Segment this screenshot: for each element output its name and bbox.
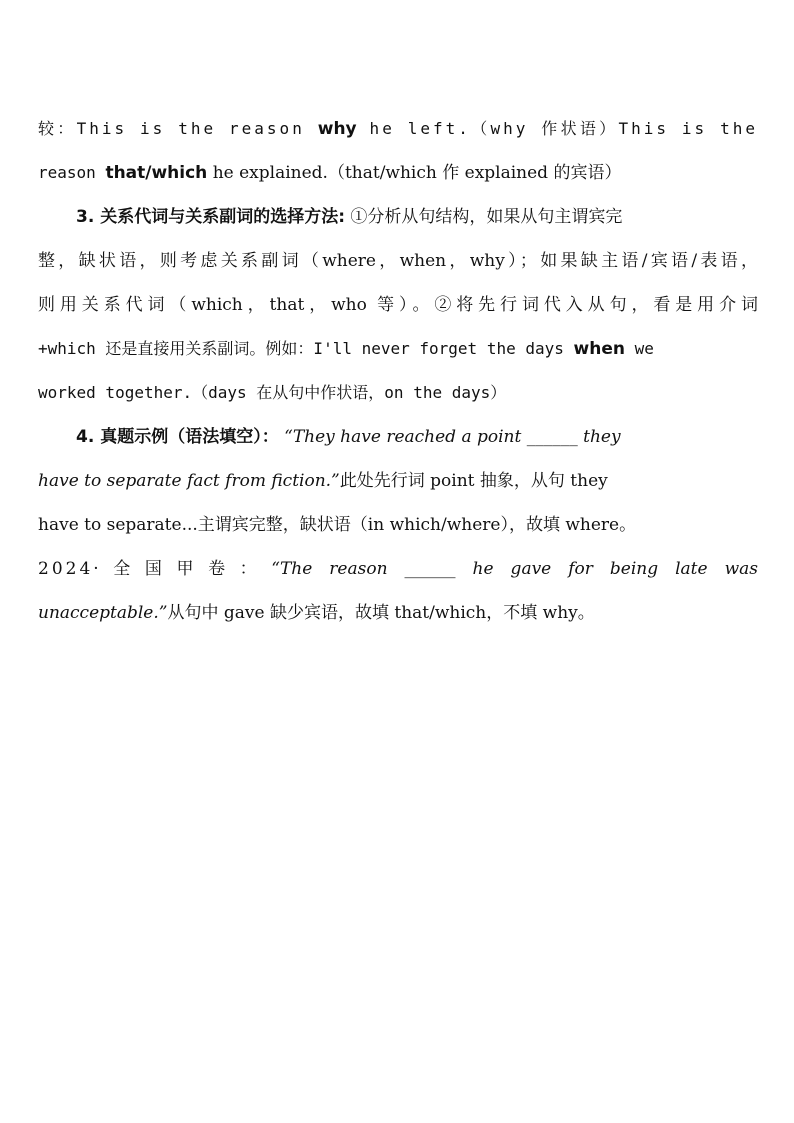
text-line-12 xyxy=(38,591,758,635)
example-quote: “The reason ______ he gave for being late was xyxy=(271,559,758,579)
example-quote: “They have reached a point ______ they xyxy=(278,427,621,447)
text-segment: 从句中 gave 缺少宾语，故填 that/which，不填 why。 xyxy=(167,603,595,623)
text-line-2 xyxy=(38,151,758,195)
text-segment: worked together.（days 在从句中作状语，on the days） xyxy=(38,383,507,402)
text-segment: he explained.（that/which 作 explained 的宾语） xyxy=(207,163,622,183)
text-segment: 则用关系代词（which，that，who 等）。②将先行词代入从句，看是用介词 xyxy=(38,295,758,315)
text-segment: 此处先行词 point 抽象，从句 they xyxy=(339,471,608,491)
text-line-9 xyxy=(38,459,758,503)
section-3-heading-line xyxy=(38,195,758,239)
text-line-6 xyxy=(38,327,758,371)
text-segment: reason xyxy=(38,163,106,182)
text-segment: we xyxy=(624,339,654,358)
text-segment: ①分析从句结构，如果从句主谓宾完 xyxy=(345,207,623,227)
section-4-heading-line xyxy=(38,415,758,459)
text-line-1 xyxy=(38,107,758,151)
keyword-when: when xyxy=(573,339,625,359)
exam-source-label: 2024·全国甲卷： xyxy=(38,559,272,579)
document-body xyxy=(38,107,758,635)
text-segment: 整，缺状语，则考虑关系副词（where，when，why）；如果缺主语/宾语/表语， xyxy=(38,251,758,271)
example-quote: have to separate fact from fiction.” xyxy=(38,471,340,491)
example-quote: unacceptable.” xyxy=(38,603,168,623)
keyword-that-which: that/which xyxy=(105,163,208,183)
text-segment: he left.（why 作状语）This is the xyxy=(356,119,758,138)
keyword-why: why xyxy=(317,119,357,139)
section-4-title: 4. 真题示例（语法填空）： xyxy=(76,427,279,447)
text-line-4 xyxy=(38,239,758,283)
text-segment: 较：This is the reason xyxy=(38,119,318,138)
text-segment: have to separate...主谓宾完整，缺状语（in which/where），故填 where。 xyxy=(38,515,637,535)
text-segment: +which 还是直接用关系副词。例如：I'll never forget the days xyxy=(38,339,574,358)
text-line-5 xyxy=(38,283,758,327)
text-line-11 xyxy=(38,547,758,591)
text-line-10 xyxy=(38,503,758,547)
text-line-7 xyxy=(38,371,758,415)
section-3-title: 3. 关系代词与关系副词的选择方法: xyxy=(76,207,346,227)
